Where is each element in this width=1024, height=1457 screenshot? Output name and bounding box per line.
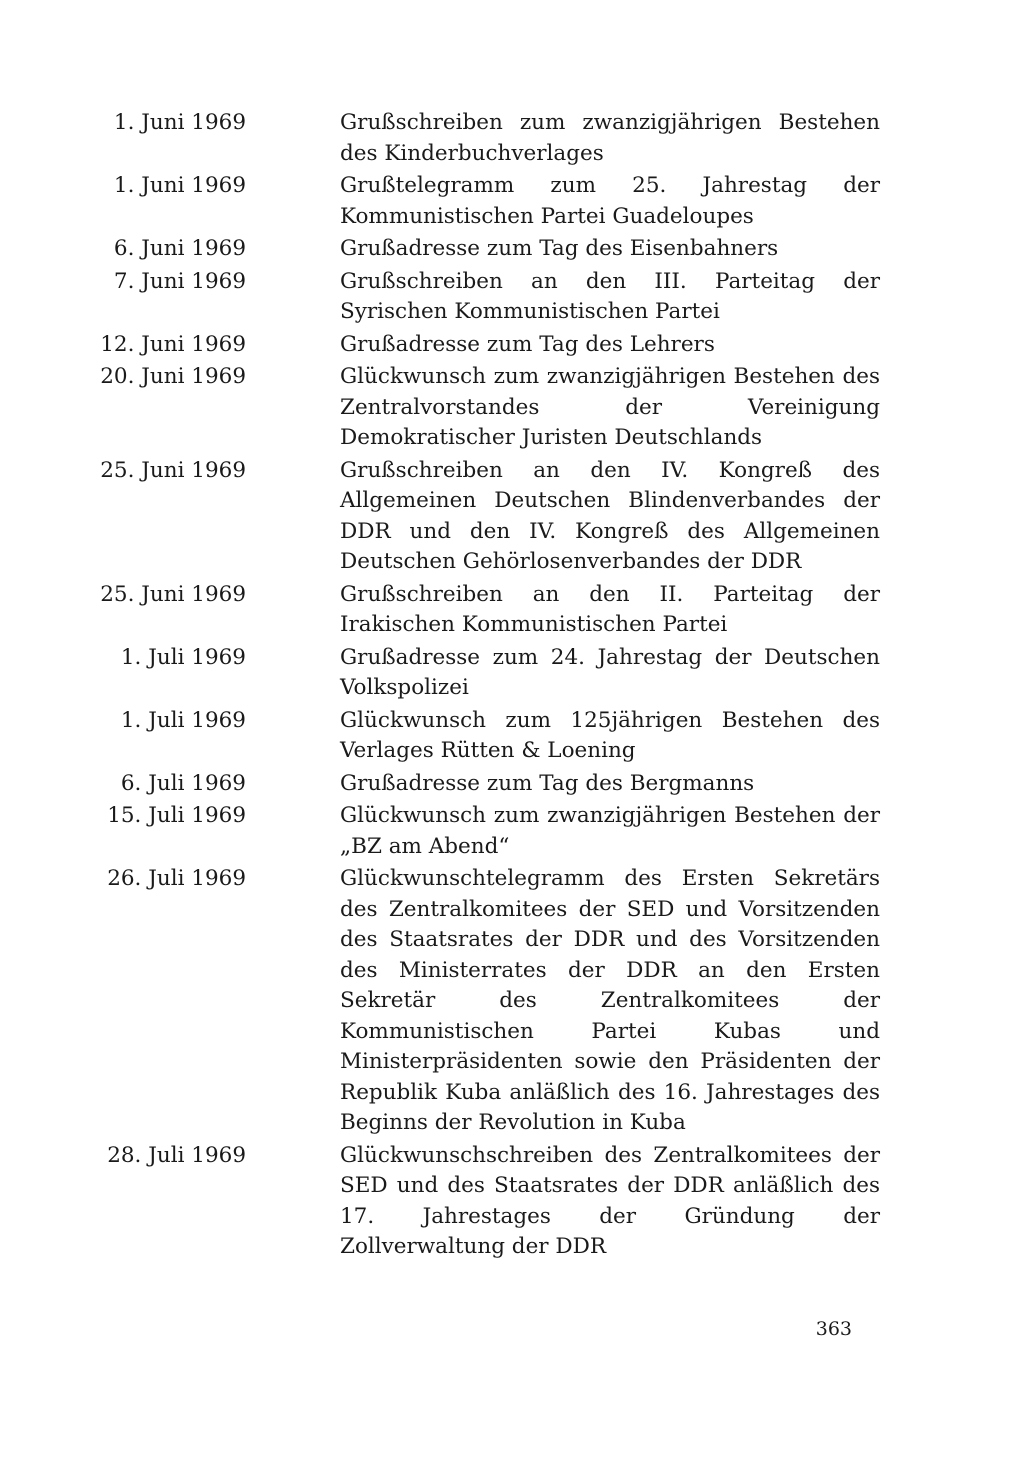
entry-date: 1. Juli 1969 xyxy=(120,644,246,670)
entry-date: 15. Juli 1969 xyxy=(107,803,246,828)
chronology-entry xyxy=(0,1141,1024,1263)
chronology-entry xyxy=(0,706,1024,767)
page-number: 363 xyxy=(815,1318,852,1340)
chronology-entry xyxy=(0,234,1024,265)
entry-date: 6. Juni 1969 xyxy=(113,236,246,261)
entry-date: 6. Juli 1969 xyxy=(120,770,246,796)
entry-date: 12. Juni 1969 xyxy=(100,331,246,357)
chronology-list xyxy=(0,108,1024,1265)
entry-date: 20. Juni 1969 xyxy=(100,364,246,389)
entry-date: 1. Juni 1969 xyxy=(113,110,246,135)
entry-date: 25. Juni 1969 xyxy=(100,581,246,607)
chronology-entry xyxy=(0,643,1024,704)
entry-text: Grußschreiben an den II. Parteitag der Irakischen Kommunistischen Partei xyxy=(340,581,880,637)
entry-text: Grußadresse zum Tag des Lehrers xyxy=(340,331,715,357)
chronology-entry xyxy=(0,108,1024,169)
entry-text: Grußtelegramm zum 25. Jahrestag der Kommunistischen Partei Guadeloupes xyxy=(340,173,880,229)
entry-date: 28. Juli 1969 xyxy=(107,1142,246,1168)
entry-date: 1. Juli 1969 xyxy=(120,707,246,733)
entry-text: Grußschreiben an den IV. Kongreß des Allgemeinen Deutschen Blindenverbandes der DDR und den IV. Kongreß des Allgemeinen Deutschen Gehörlosenverbandes der DDR xyxy=(340,457,880,574)
entry-text: Glückwunsch zum zwanzigjährigen Bestehen der „BZ am Abend“ xyxy=(340,803,880,859)
entry-date: 7. Juni 1969 xyxy=(113,268,246,294)
chronology-entry xyxy=(0,171,1024,232)
chronology-entry xyxy=(0,330,1024,361)
entry-date: 26. Juli 1969 xyxy=(107,866,246,891)
entry-text: Grußadresse zum Tag des Bergmanns xyxy=(340,770,755,796)
chronology-entry xyxy=(0,801,1024,862)
entry-text: Grußschreiben an den III. Parteitag der Syrischen Kommunistischen Partei xyxy=(340,268,880,324)
chronology-entry xyxy=(0,580,1024,641)
entry-date: 25. Juni 1969 xyxy=(100,457,246,483)
entry-text: Glückwunsch zum 125jährigen Bestehen des Verlages Rütten & Loening xyxy=(340,707,880,763)
chronology-entry xyxy=(0,864,1024,1139)
entry-text: Glückwunschschreiben des Zentralkomitees der SED und des Staatsrates der DDR anläßlich des 17. Jahrestages der Gründung der Zollverwaltung der DDR xyxy=(340,1142,880,1259)
entry-text: Glückwunschtelegramm des Ersten Sekretärs des Zentralkomitees der SED und Vorsitzenden des Staatsrates der DDR und des Vorsitzenden des Ministerrates der DDR an den Ersten Sekretär des Zentralkomitees der Kommunistischen Partei Kubas und Ministerpräsidenten sowie den Präsidenten der Republik Kuba anläßlich des 16. Jahrestages des Beginns der Revolution in Kuba xyxy=(340,866,880,1135)
entry-text: Grußadresse zum 24. Jahrestag der Deutschen Volkspolizei xyxy=(340,644,880,700)
entry-text: Grußschreiben zum zwanzigjährigen Bestehen des Kinderbuchverlages xyxy=(340,110,880,166)
entry-text: Grußadresse zum Tag des Eisenbahners xyxy=(340,236,779,261)
chronology-entry xyxy=(0,769,1024,800)
chronology-entry xyxy=(0,362,1024,454)
chronology-entry xyxy=(0,267,1024,328)
entry-text: Glückwunsch zum zwanzigjährigen Bestehen des Zentralvorstandes der Vereinigung Demokratischer Juristen Deutschlands xyxy=(340,364,880,450)
chronology-entry xyxy=(0,456,1024,578)
entry-date: 1. Juni 1969 xyxy=(113,173,246,198)
